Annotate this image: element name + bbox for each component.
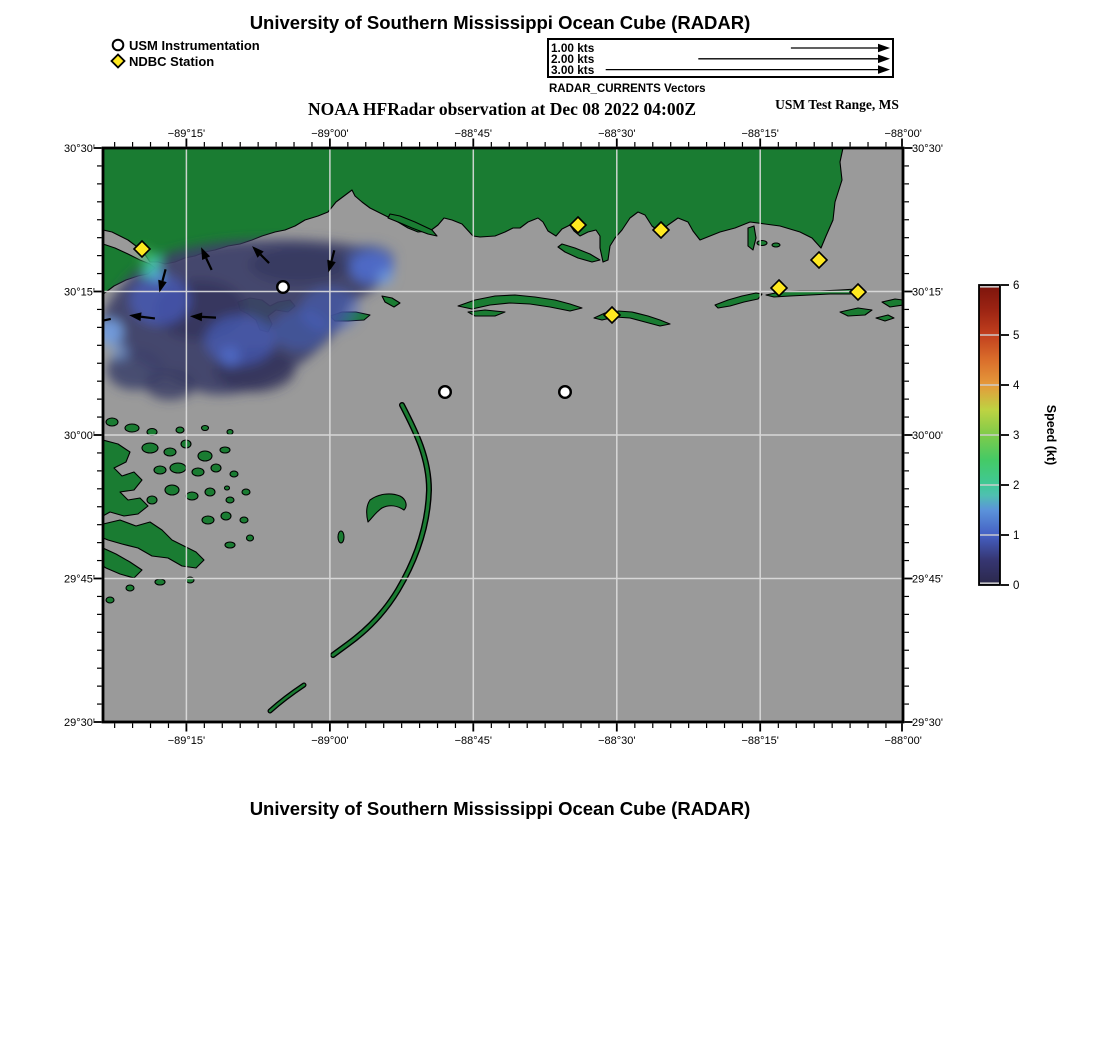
footer-title: University of Southern Mississippi Ocean Cube (RADAR) (249, 798, 751, 819)
speed-colorbar (979, 280, 1058, 592)
svg-text:30°15': 30°15' (912, 286, 943, 299)
svg-text:−89°15': −89°15' (167, 128, 206, 140)
svg-text:−89°15': −89°15' (167, 735, 206, 747)
svg-text:−88°45': −88°45' (454, 128, 493, 140)
svg-text:30°30': 30°30' (64, 143, 95, 155)
vector-scale-row-label: 1.00 kts (551, 41, 595, 56)
svg-text:−88°30': −88°30' (598, 735, 636, 747)
legend-label-usm: USM Instrumentation (129, 37, 260, 53)
svg-text:−88°00': −88°00' (884, 735, 922, 747)
svg-text:−89°00': −89°00' (311, 128, 349, 140)
usm-instrumentation-marker (439, 386, 451, 398)
vector-scale-row-label: 3.00 kts (551, 62, 595, 76)
colorbar-tick-label: 3 (1013, 430, 1020, 442)
svg-text:30°15': 30°15' (64, 286, 95, 299)
colorbar-tick-label: 1 (1013, 530, 1020, 542)
vector-scale-row-label: 2.00 kts (551, 52, 595, 66)
colorbar-tick-label: 5 (1013, 330, 1020, 342)
colorbar-axis-label: Speed (kt) (1044, 404, 1058, 466)
vector-scale-caption: RADAR_CURRENTS Vectors (549, 83, 706, 95)
svg-text:−88°45': −88°45' (454, 735, 493, 747)
svg-text:30°00': 30°00' (64, 430, 95, 442)
main-title: University of Southern Mississippi Ocean Cube (RADAR) (249, 12, 751, 33)
colorbar-tick-label: 4 (1013, 380, 1020, 392)
legend-label-ndbc: NDBC Station (129, 53, 215, 69)
test-range-label: USM Test Range, MS (775, 97, 899, 112)
svg-text:−88°15': −88°15' (741, 128, 779, 140)
observation-subtitle: NOAA HFRadar observation at Dec 08 2022 04:00Z (307, 99, 697, 119)
colorbar-tick-label: 2 (1013, 480, 1020, 492)
colorbar-tick-label: 6 (1013, 280, 1020, 292)
svg-text:−88°00': −88°00' (884, 128, 922, 140)
svg-text:−88°15': −88°15' (741, 735, 779, 747)
svg-text:29°30': 29°30' (912, 717, 943, 729)
svg-text:30°00': 30°00' (912, 430, 943, 442)
usm-instrumentation-marker (559, 386, 571, 398)
svg-text:29°30': 29°30' (64, 717, 95, 729)
svg-text:30°30': 30°30' (912, 143, 943, 155)
svg-text:−88°30': −88°30' (598, 128, 636, 140)
colorbar-tick-label: 0 (1013, 580, 1020, 592)
svg-text:29°45': 29°45' (64, 573, 95, 586)
usm-instrumentation-marker (277, 281, 289, 293)
svg-text:−89°00': −89°00' (311, 735, 349, 747)
svg-text:29°45': 29°45' (912, 573, 943, 586)
